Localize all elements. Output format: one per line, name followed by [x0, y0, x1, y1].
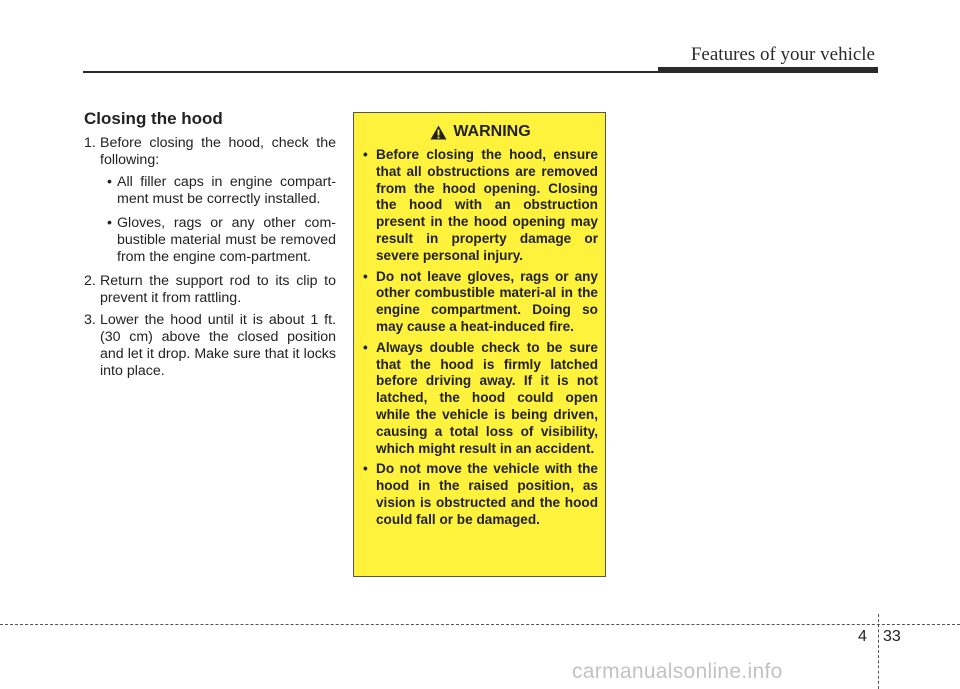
watermark: carmanualsonline.info	[572, 660, 783, 683]
step-2	[84, 273, 336, 307]
bullet-dot: •	[363, 147, 368, 162]
warning-item-2	[363, 269, 598, 336]
warning-item-4	[363, 461, 598, 528]
bullet-dot: •	[363, 339, 368, 355]
page-number: 33	[883, 628, 901, 645]
bullet-dot: •	[363, 461, 368, 477]
step-1	[84, 135, 336, 266]
bullet-dot: •	[107, 174, 112, 190]
step-number: 3.	[84, 312, 96, 328]
warning-item-text: Before closing the hood, ensure that all obstructions are removed from the hood opening. Closing the hood with an obstruction present in the hood opening may result in property damage or severe personal injury.	[376, 147, 598, 263]
step-number: 2.	[84, 273, 96, 289]
step-3	[84, 312, 336, 380]
section-title: Closing the hood	[84, 109, 223, 128]
header-rule-accent	[658, 67, 878, 73]
warning-item-3	[363, 340, 598, 458]
warning-header	[363, 123, 598, 141]
page-chapter: 4	[858, 628, 867, 645]
warning-item-text: Always double check to be sure that the hood is firmly latched before driving away. If it is not latched, the hood could open while the vehicle is being driven, causing a total loss of visibility, which might result in an accident.	[376, 339, 598, 456]
step-number: 1.	[84, 135, 96, 151]
bullet-dot: •	[363, 268, 368, 284]
step-text: Lower the hood until it is about 1 ft. (30 cm) above the closed position and let it drop. Make sure that it locks into place.	[100, 312, 336, 379]
step-text: Return the support rod to its clip to prevent it from rattling.	[100, 273, 336, 306]
step-text: Before closing the hood, check the following:	[100, 135, 336, 168]
header-title: Features of your vehicle	[690, 44, 875, 65]
bullet-dot: •	[107, 215, 112, 231]
warning-item-1	[363, 147, 598, 265]
warning-item-text: Do not leave gloves, rags or any other combustible materi-al in the engine compartment. Doing so may cause a heat-induced fire.	[376, 268, 598, 334]
step-1-bullet-2	[100, 215, 336, 266]
step-1-bullet-1	[100, 174, 336, 208]
footer-divider	[878, 614, 879, 689]
warning-box	[353, 112, 606, 577]
warning-triangle-icon	[430, 125, 447, 140]
instructions-column	[84, 110, 336, 385]
warning-title: WARNING	[453, 123, 531, 140]
footer-rule	[0, 624, 960, 625]
warning-item-text: Do not move the vehicle with the hood in the raised position, as vision is obstructed and the hood could fall or be damaged.	[376, 461, 598, 527]
bullet-text: All filler caps in engine compart-ment must be correctly installed.	[117, 174, 336, 207]
bullet-text: Gloves, rags or any other com-bustible material must be removed from the engine com-partment.	[117, 215, 336, 265]
